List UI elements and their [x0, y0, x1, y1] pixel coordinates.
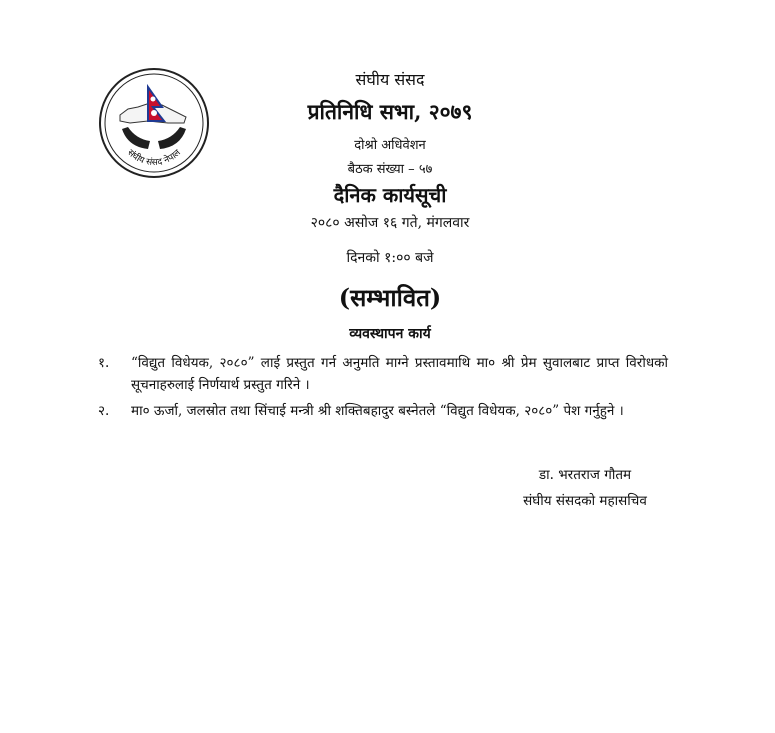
institution-name: संघीय संसद: [355, 70, 425, 89]
signatory-name: डा. भरतराज गौतम: [538, 467, 632, 483]
agenda-item-number: २.: [98, 403, 110, 419]
agenda-list: [98, 352, 668, 426]
session-label: दोश्रो अधिवेशन: [354, 138, 426, 153]
document-header: [240, 68, 540, 314]
document-title: दैनिक कार्यसूची: [333, 183, 447, 207]
meeting-number: बैठक संख्या – ५७: [347, 162, 433, 177]
house-name: प्रतिनिधि सभा, २०७९: [307, 99, 473, 124]
status-label: (सम्भावित): [338, 283, 442, 312]
agenda-item: [98, 400, 668, 422]
meeting-date: २०८० असोज १६ गते, मंगलवार: [310, 215, 470, 231]
section-title: व्यवस्थापन कार्य: [349, 326, 431, 342]
agenda-item-text: “विद्युत विधेयक, २०८०” लाई प्रस्तुत गर्न अनुमति माग्ने प्रस्तावमाथि मा० श्री प्रेम सुवालबाट प्राप्त विरोधको सूचनाहरुलाई निर्णयार्थ प्रस्तुत गरिने ।: [131, 355, 668, 393]
meeting-time: दिनको १:०० बजे: [346, 250, 434, 266]
parliament-emblem: [98, 67, 210, 179]
emblem-icon: [98, 67, 210, 179]
signature-block: [470, 462, 700, 514]
emblem-caption: संघीय संसद नेपाल: [125, 148, 183, 169]
agenda-item-text: मा० ऊर्जा, जलस्रोत तथा सिंचाई मन्त्री श्री शक्तिबहादुर बस्नेतले “विद्युत विधेयक, २०८०” पेश गर्नुहुने ।: [131, 403, 624, 419]
agenda-item-number: १.: [98, 355, 110, 371]
signatory-designation: संघीय संसदको महासचिव: [523, 493, 647, 509]
agenda-item: [98, 352, 668, 396]
